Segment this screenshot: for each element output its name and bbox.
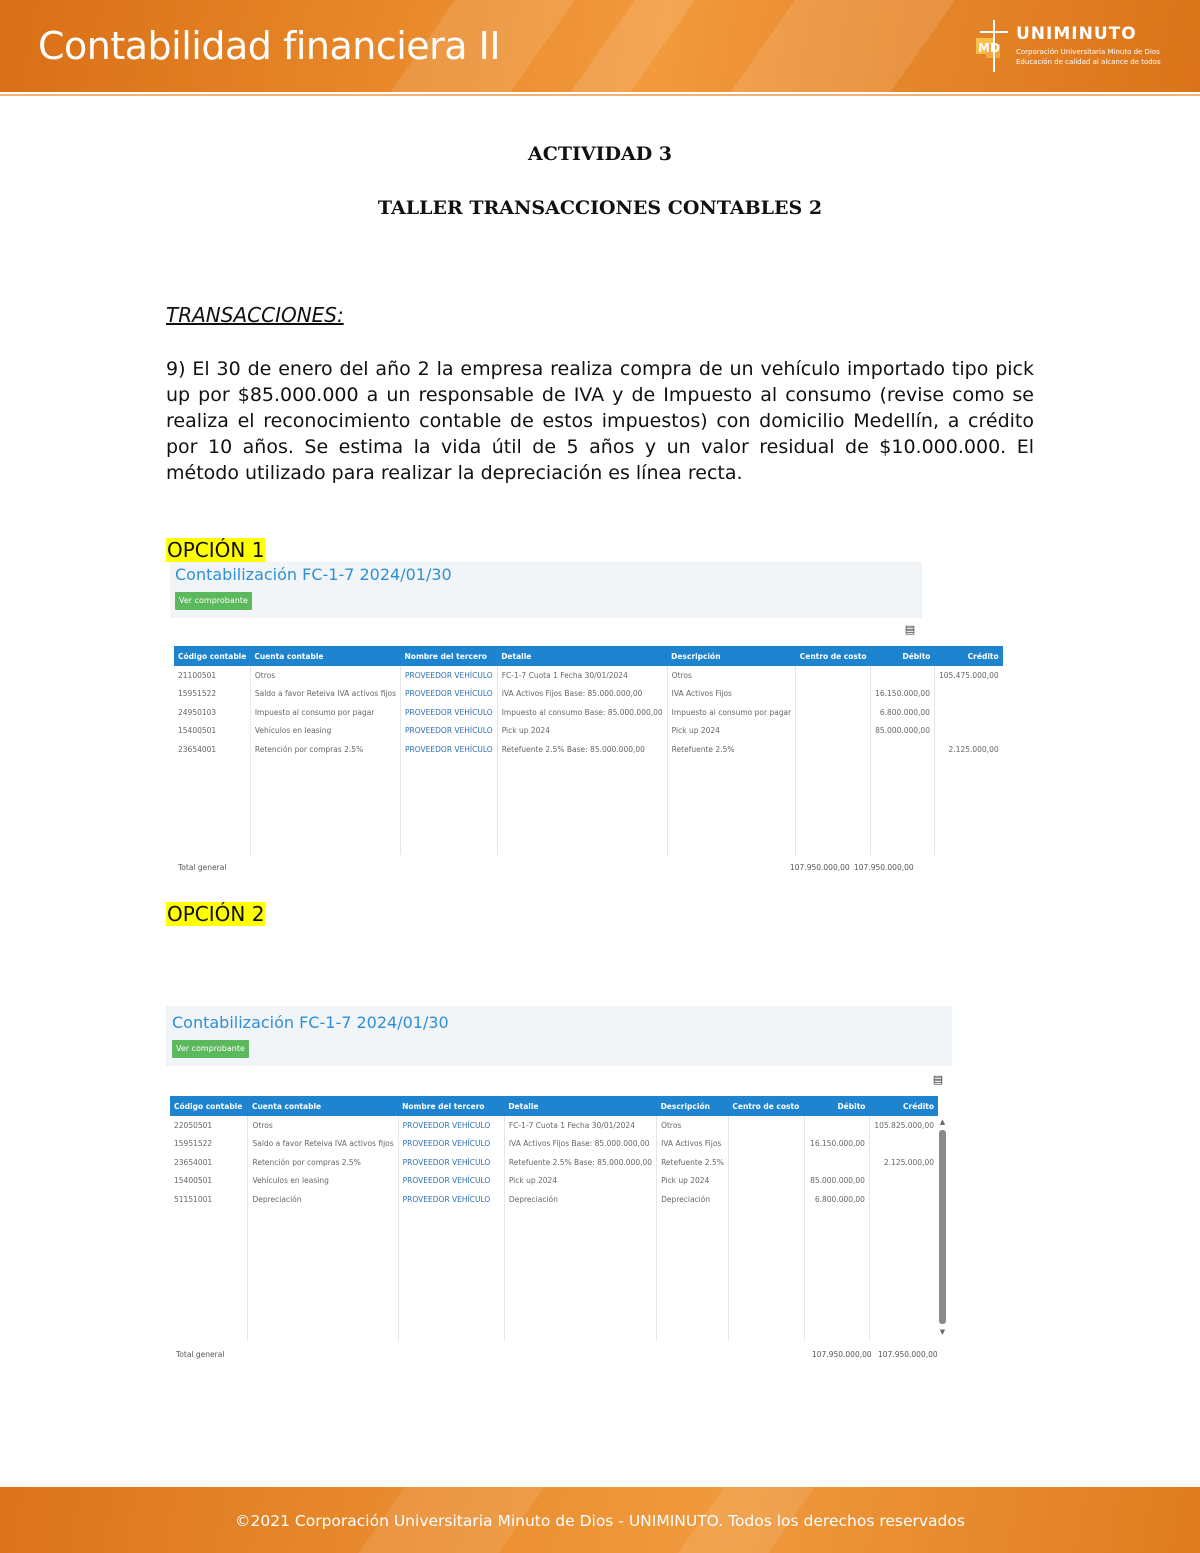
cell-code: 15951522 bbox=[178, 689, 217, 699]
total-debit: 107.950.000,00 bbox=[812, 1350, 872, 1359]
logo-mark-icon bbox=[972, 18, 1016, 74]
cell-account: Retención por compras 2.5% bbox=[250, 740, 400, 759]
cell-third-party-link[interactable]: PROVEEDOR VEHÍCULO bbox=[398, 1172, 504, 1191]
scroll-up-icon[interactable]: ▲ bbox=[939, 1118, 946, 1126]
cell-debit bbox=[871, 666, 935, 685]
cell-debit bbox=[804, 1153, 869, 1172]
cell-account: Depreciación bbox=[248, 1190, 398, 1209]
logo-tagline-2: Educación de calidad al alcance de todos bbox=[1016, 58, 1161, 66]
cell-debit: 16.150.000,00 bbox=[804, 1135, 869, 1154]
cell-cost-center bbox=[728, 1153, 804, 1172]
workshop-title: TALLER TRANSACCIONES CONTABLES 2 bbox=[377, 197, 823, 219]
column-header[interactable]: Descripción bbox=[657, 1096, 729, 1116]
cell-credit bbox=[934, 685, 1002, 704]
scrollbar-thumb[interactable] bbox=[939, 1130, 946, 1324]
column-header[interactable]: Detalle bbox=[497, 646, 667, 666]
cell-credit: 105.475.000,00 bbox=[934, 666, 1002, 685]
cell-code: 51151001 bbox=[174, 1194, 213, 1204]
cell-third-party-link[interactable]: PROVEEDOR VEHÍCULO bbox=[401, 666, 498, 685]
cell-description: Pick up 2024 bbox=[657, 1172, 729, 1191]
table-row bbox=[170, 1172, 938, 1191]
copyright-text: ©2021 Corporación Universitaria Minuto de Dios - UNIMINUTO. Todos los derechos reservados bbox=[235, 1512, 965, 1530]
column-header[interactable]: Centro de costo bbox=[728, 1096, 804, 1116]
cell-third-party-link[interactable]: PROVEEDOR VEHÍCULO bbox=[398, 1116, 504, 1135]
cell-detail: Pick up 2024 bbox=[497, 722, 667, 741]
cell-third-party-link[interactable]: PROVEEDOR VEHÍCULO bbox=[398, 1153, 504, 1172]
page-footer bbox=[0, 1487, 1200, 1553]
accounting-title: Contabilización FC-1-7 2024/01/30 bbox=[175, 565, 452, 584]
course-title: Contabilidad financiera II bbox=[38, 24, 501, 68]
total-credit: 107.950.000,00 bbox=[854, 863, 914, 872]
table-row bbox=[170, 1153, 938, 1172]
cell-third-party-link[interactable]: PROVEEDOR VEHÍCULO bbox=[401, 722, 498, 741]
column-header[interactable]: Crédito bbox=[934, 646, 1002, 666]
cell-debit: 6.800.000,00 bbox=[871, 703, 935, 722]
cell-credit bbox=[869, 1172, 938, 1191]
cell-credit: 105.825.000,00 bbox=[869, 1116, 938, 1135]
section-heading: TRANSACCIONES: bbox=[166, 303, 344, 327]
cell-third-party-link[interactable]: PROVEEDOR VEHÍCULO bbox=[398, 1190, 504, 1209]
cell-detail: Depreciación bbox=[504, 1190, 656, 1209]
logo-name: UNIMINUTO bbox=[1016, 24, 1137, 44]
accounting-title: Contabilización FC-1-7 2024/01/30 bbox=[172, 1013, 449, 1032]
cell-account: Retención por compras 2.5% bbox=[248, 1153, 398, 1172]
cell-credit bbox=[869, 1135, 938, 1154]
column-header[interactable]: Nombre del tercero bbox=[398, 1096, 504, 1116]
cell-code: 23654001 bbox=[174, 1157, 213, 1167]
cell-code: 21100501 bbox=[178, 670, 217, 680]
cell-detail: FC-1-7 Cuota 1 Fecha 30/01/2024 bbox=[497, 666, 667, 685]
table-row bbox=[174, 722, 1003, 741]
cell-cost-center bbox=[796, 740, 871, 759]
cell-debit bbox=[804, 1116, 869, 1135]
cell-credit bbox=[934, 703, 1002, 722]
cell-description: IVA Activos Fijos bbox=[667, 685, 796, 704]
option-1-screenshot bbox=[170, 562, 999, 878]
cell-credit bbox=[934, 722, 1002, 741]
activity-title: ACTIVIDAD 3 bbox=[527, 143, 673, 165]
table-row bbox=[174, 703, 1003, 722]
svg-text:MD: MD bbox=[978, 41, 1000, 55]
cell-detail: Impuesto al consumo Base: 85.000.000,00 bbox=[497, 703, 667, 722]
cell-debit bbox=[871, 740, 935, 759]
column-header[interactable]: Centro de costo bbox=[796, 646, 871, 666]
export-document-icon[interactable]: ▤ bbox=[904, 623, 916, 636]
cell-account: Saldo a favor Reteiva IVA activos fijos bbox=[248, 1135, 398, 1154]
table-row bbox=[170, 1135, 938, 1154]
cell-detail: Retefuente 2.5% Base: 85.000.000,00 bbox=[504, 1153, 656, 1172]
cell-account: Otros bbox=[250, 666, 400, 685]
total-label: Total general bbox=[176, 1350, 225, 1359]
cell-account: Impuesto al consumo por pagar bbox=[250, 703, 400, 722]
cell-description: Otros bbox=[667, 666, 796, 685]
cell-description: Depreciación bbox=[657, 1190, 729, 1209]
cell-detail: FC-1-7 Cuota 1 Fecha 30/01/2024 bbox=[504, 1116, 656, 1135]
cell-detail: Pick up 2024 bbox=[504, 1172, 656, 1191]
cell-cost-center bbox=[728, 1116, 804, 1135]
table-row bbox=[170, 1190, 938, 1209]
cell-third-party-link[interactable]: PROVEEDOR VEHÍCULO bbox=[398, 1135, 504, 1154]
cell-description: IVA Activos Fijos bbox=[657, 1135, 729, 1154]
cell-third-party-link[interactable]: PROVEEDOR VEHÍCULO bbox=[401, 685, 498, 704]
total-credit: 107.950.000,00 bbox=[878, 1350, 938, 1359]
cell-debit: 85.000.000,00 bbox=[871, 722, 935, 741]
scroll-down-icon[interactable]: ▼ bbox=[939, 1328, 946, 1336]
exercise-statement: 9) El 30 de enero del año 2 la empresa realiza compra de un vehículo importado tipo pick up por $85.000.000 a un responsable de IVA y de Impuesto al consumo (revise como se realiza el reconocimiento contable de estos impuestos) con domicilio Medellín, a crédito por 10 años. Se estima la vida útil de 5 años y un valor residual de $10.000.000. El método utilizado para realizar la depreciación es línea recta. bbox=[166, 358, 1034, 484]
option-1-label: OPCIÓN 1 bbox=[167, 538, 265, 562]
cell-credit bbox=[869, 1190, 938, 1209]
page-header bbox=[0, 0, 1200, 92]
cell-code: 24950103 bbox=[178, 707, 217, 717]
cell-cost-center bbox=[796, 685, 871, 704]
table-header-row bbox=[170, 1096, 938, 1116]
cell-code: 15400501 bbox=[178, 726, 217, 736]
column-header[interactable]: Crédito bbox=[869, 1096, 938, 1116]
column-header[interactable]: Nombre del tercero bbox=[401, 646, 498, 666]
cell-description: Pick up 2024 bbox=[667, 722, 796, 741]
cell-cost-center bbox=[728, 1172, 804, 1191]
column-header[interactable]: Cuenta contable bbox=[248, 1096, 398, 1116]
cell-account: Otros bbox=[248, 1116, 398, 1135]
table-row bbox=[170, 1116, 938, 1135]
cell-detail: IVA Activos Fijos Base: 85.000.000,00 bbox=[497, 685, 667, 704]
header-decoration bbox=[711, 0, 969, 92]
cell-detail: IVA Activos Fijos Base: 85.000.000,00 bbox=[504, 1135, 656, 1154]
column-header[interactable]: Código contable bbox=[170, 1096, 248, 1116]
cell-account: Vehículos en leasing bbox=[250, 722, 400, 741]
cell-third-party-link[interactable]: PROVEEDOR VEHÍCULO bbox=[401, 703, 498, 722]
view-voucher-button[interactable]: Ver comprobante bbox=[175, 592, 252, 610]
cell-cost-center bbox=[728, 1190, 804, 1209]
cell-cost-center bbox=[796, 703, 871, 722]
table-row bbox=[174, 685, 1003, 704]
total-debit: 107.950.000,00 bbox=[790, 863, 850, 872]
cell-credit: 2.125.000,00 bbox=[869, 1153, 938, 1172]
table-empty-area bbox=[174, 759, 1003, 855]
cell-debit: 16.150.000,00 bbox=[871, 685, 935, 704]
accounting-entries-table bbox=[174, 646, 1003, 855]
table-header-row bbox=[174, 646, 1003, 666]
uniminuto-logo bbox=[972, 18, 1172, 74]
cell-code: 15951522 bbox=[174, 1139, 213, 1149]
table-empty-area bbox=[170, 1209, 938, 1341]
logo-tagline-1: Corporación Universitaria Minuto de Dios bbox=[1016, 48, 1160, 56]
column-header[interactable]: Débito bbox=[871, 646, 935, 666]
cell-third-party-link[interactable]: PROVEEDOR VEHÍCULO bbox=[401, 740, 498, 759]
column-header[interactable]: Cuenta contable bbox=[250, 646, 400, 666]
total-label: Total general bbox=[178, 863, 227, 872]
table-scrollbar[interactable] bbox=[938, 1118, 947, 1336]
header-decoration bbox=[551, 0, 709, 92]
column-header[interactable]: Débito bbox=[804, 1096, 869, 1116]
cell-debit: 85.000.000,00 bbox=[804, 1172, 869, 1191]
cell-credit: 2.125.000,00 bbox=[934, 740, 1002, 759]
cell-debit: 6.800.000,00 bbox=[804, 1190, 869, 1209]
table-row bbox=[174, 666, 1003, 685]
option-2-screenshot bbox=[166, 1006, 952, 1372]
table-row bbox=[174, 740, 1003, 759]
cell-description: Impuesto al consumo por pagar bbox=[667, 703, 796, 722]
column-header[interactable]: Descripción bbox=[667, 646, 796, 666]
view-voucher-button[interactable]: Ver comprobante bbox=[172, 1040, 249, 1058]
cell-description: Otros bbox=[657, 1116, 729, 1135]
cell-code: 22050501 bbox=[174, 1120, 213, 1130]
cell-account: Saldo a favor Reteiva IVA activos fijos bbox=[250, 685, 400, 704]
column-header[interactable]: Detalle bbox=[504, 1096, 656, 1116]
cell-detail: Retefuente 2.5% Base: 85.000.000,00 bbox=[497, 740, 667, 759]
export-document-icon[interactable]: ▤ bbox=[932, 1073, 944, 1086]
column-header[interactable]: Código contable bbox=[174, 646, 250, 666]
cell-cost-center bbox=[796, 722, 871, 741]
cell-description: Retefuente 2.5% bbox=[657, 1153, 729, 1172]
accounting-entries-table bbox=[170, 1096, 938, 1341]
cell-cost-center bbox=[728, 1135, 804, 1154]
option-2-label: OPCIÓN 2 bbox=[167, 902, 265, 926]
cell-description: Retefuente 2.5% bbox=[667, 740, 796, 759]
cell-cost-center bbox=[796, 666, 871, 685]
cell-code: 23654001 bbox=[178, 744, 217, 754]
cell-account: Vehículos en leasing bbox=[248, 1172, 398, 1191]
cell-code: 15400501 bbox=[174, 1176, 213, 1186]
header-divider bbox=[0, 94, 1200, 96]
